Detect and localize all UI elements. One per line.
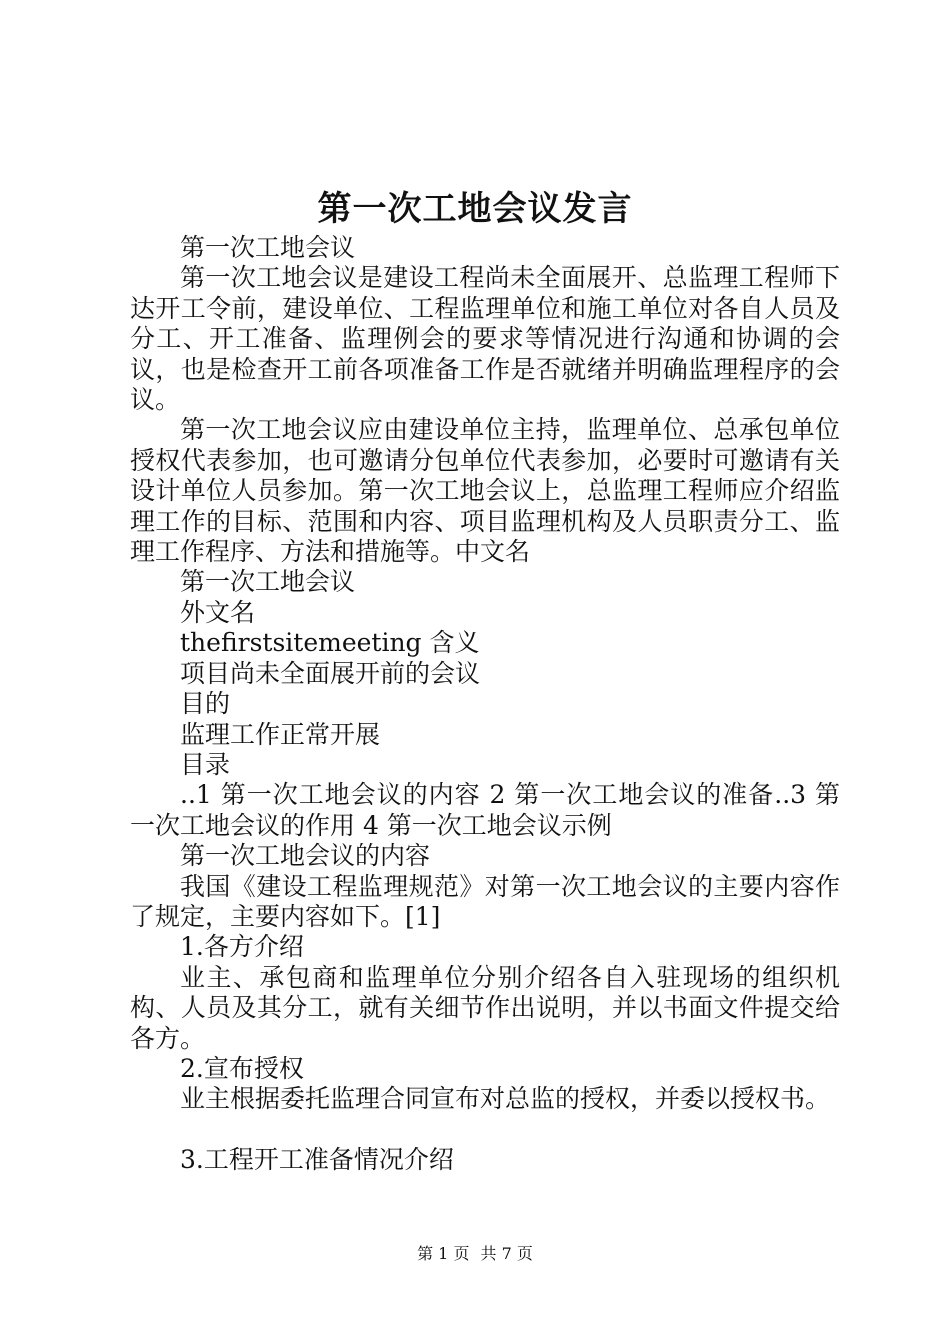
blank-line [130,1115,840,1145]
section-heading-content: 第一次工地会议的内容 [180,841,431,871]
item-heading-introductions: 1.各方介绍 [180,932,304,962]
item-heading-preparation: 3.工程开工准备情况介绍 [180,1145,454,1175]
document-title: 第一次工地会议发言 [317,189,633,229]
toc-label: 目录 [180,749,231,779]
page-footer [0,1244,950,1264]
item-heading-authorization: 2.宣布授权 [180,1053,304,1083]
paragraph-participants: 第一次工地会议应由建设单位主持，监理单位、总承包单位授权代表参加，也可邀请分包单位代表参加，必要时可邀请有关设计单位人员参加。第一次工地会议上，总监理工程师应介绍监理工作的目标、范围和内容、项目监理机构及人员职责分工、监理工作程序、方法和措施等。中文名 [130,415,840,567]
info-purpose-label: 目的 [180,689,231,719]
info-purpose-value: 监理工作正常开展 [180,719,381,749]
paragraph-heading: 第一次工地会议 [180,233,356,262]
paragraph-definition: 第一次工地会议是建设工程尚未全面展开、总监理工程师下达开工令前，建设单位、工程监理单位和施工单位对各自人员及分工、开工准备、监理例会的要求等情况进行沟通和协调的会议，也是检查开工前各项准备工作是否就绪并明确监理程序的会议。 [130,263,840,415]
page-total: 共 7 页 [480,1244,533,1263]
item-body-introductions: 业主、承包商和监理单位分别介绍各自入驻现场的组织机构、人员及其分工，就有关细节作出说明，并以书面文件提交给各方。 [130,962,840,1053]
info-chinese-name-value: 第一次工地会议 [180,567,356,597]
info-meaning-value: 项目尚未全面展开前的会议 [180,658,481,688]
toc-entries: ..1 第一次工地会议的内容 2 第一次工地会议的准备..3 第一次工地会议的作用 4 第一次工地会议示例 [130,780,840,840]
info-foreign-name-value: thefirstsitemeeting 含义 [180,628,480,658]
info-foreign-name-label: 外文名 [180,597,256,627]
item-body-authorization: 业主根据委托监理合同宣布对总监的授权，并委以授权书。 [180,1084,831,1114]
paragraph-regulation: 我国《建设工程监理规范》对第一次工地会议的主要内容作了规定，主要内容如下。[1] [130,871,840,931]
document-body [130,233,840,1176]
page-number: 第 1 页 [417,1244,470,1263]
